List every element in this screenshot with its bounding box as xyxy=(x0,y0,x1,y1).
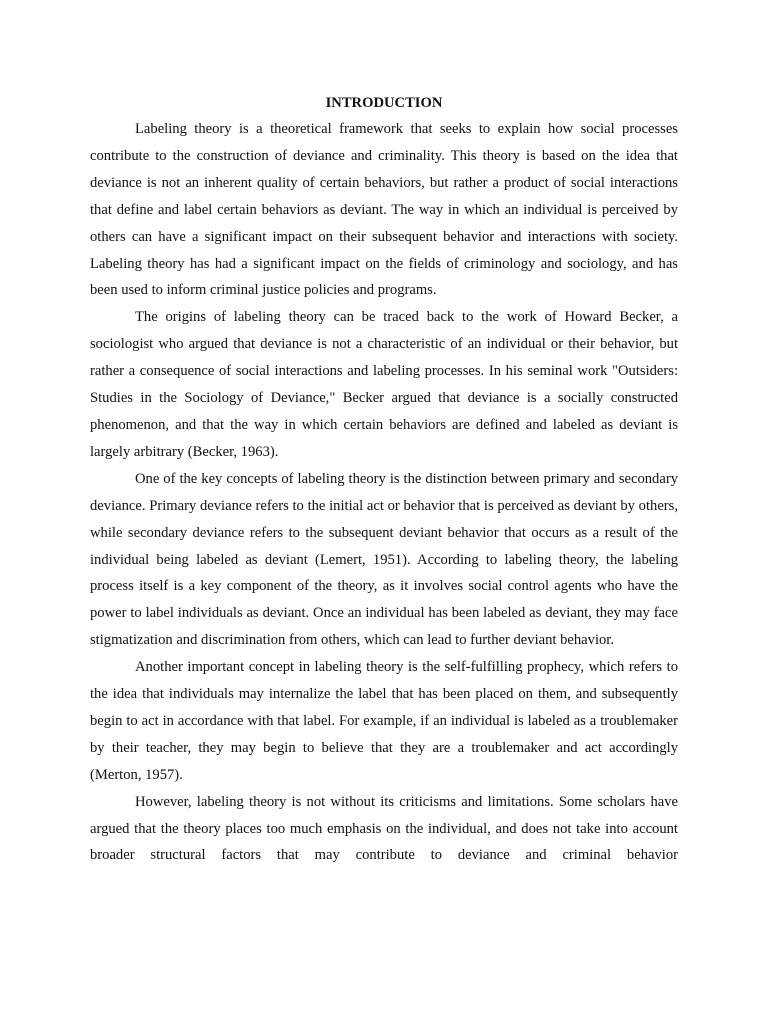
document-body xyxy=(90,90,678,869)
page-title: INTRODUCTION xyxy=(325,95,443,111)
paragraph-5: However, labeling theory is not without its criticisms and limitations. Some scholars have argued that the theory places too much emphasis on the individual, and does not take into account broader structural factors that may contribute to deviance and criminal behavior xyxy=(90,793,678,864)
paragraph-4: Another important concept in labeling theory is the self-fulfilling prophecy, which refers to the idea that individuals may internalize the label that has been placed on them, and subsequently begin to act in accordance with that label. For example, if an individual is labeled as a troublemaker by their teacher, they may begin to believe that they are a troublemaker and act accordingly (Merton, 1957). xyxy=(90,659,678,783)
paragraph-2: The origins of labeling theory can be traced back to the work of Howard Becker, a sociologist who argued that deviance is not a characteristic of an individual or their behavior, but rather a consequence of social interactions and labeling processes. In his seminal work "Outsiders: Studies in the Sociology of Deviance," Becker argued that deviance is a socially constructed phenomenon, and that the way in which certain behaviors are defined and labeled as deviant is largely arbitrary (Becker, 1963). xyxy=(90,309,678,460)
paragraph-1: Labeling theory is a theoretical framework that seeks to explain how social processes contribute to the construction of deviance and criminality. This theory is based on the idea that deviance is not an inherent quality of certain behaviors, but rather a product of social interactions that define and label certain behaviors as deviant. The way in which an individual is perceived by others can have a significant impact on their subsequent behavior and interactions with society. Labeling theory has had a significant impact on the fields of criminology and sociology, and has been used to inform criminal justice policies and programs. xyxy=(90,121,678,299)
paragraph-3: One of the key concepts of labeling theory is the distinction between primary and secondary deviance. Primary deviance refers to the initial act or behavior that is perceived as deviant by others, while secondary deviance refers to the subsequent deviant behavior that occurs as a result of the individual being labeled as deviant (Lemert, 1951). According to labeling theory, the labeling process itself is a key component of the theory, as it involves social control agents who have the power to label individuals as deviant. Once an individual has been labeled as deviant, they may face stigmatization and discrimination from others, which can lead to further deviant behavior. xyxy=(90,470,678,649)
